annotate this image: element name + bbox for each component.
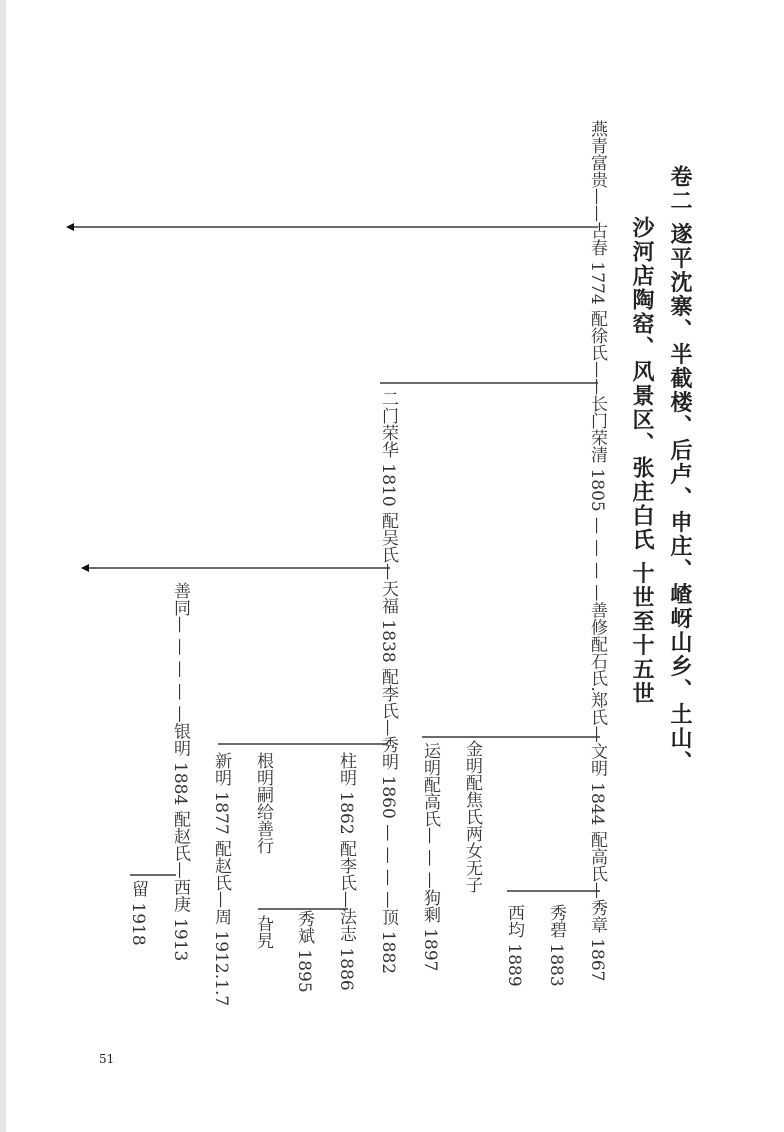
lineage-column-main: 燕青富贵——古春 1774 配徐氏——长门荣清 1805 — — — —善修配石氏.郑氏—文明 1844 配高氏—秀章 1867 <box>587 120 607 982</box>
person-xiubin: 秀斌 1895 <box>294 910 314 993</box>
person-xiubi: 秀碧 1883 <box>546 904 566 987</box>
person-jiwen: 旮旯 <box>253 915 273 949</box>
lineage-column-ronghua: 二门荣华 1810 配吴氏—天福 1838 配李氏—秀明 1860 — — — —顶 1882 <box>378 390 398 975</box>
page-title-line2: 沙河店陶窑、风景区、张庄白氏 十世至十五世 <box>629 216 654 706</box>
person-genming: 根明嗣给善行 <box>253 752 273 854</box>
person-liu: 留 1918 <box>128 880 148 946</box>
person-xijun: 西均 1889 <box>504 904 524 987</box>
person-jinming: 金明配焦氏两女无子 <box>462 740 482 893</box>
arrow-head-tianfu <box>81 564 89 572</box>
lineage-column-xinming: 新明 1877 配赵氏—周 1912.1.7 <box>211 752 231 1007</box>
lineage-column-shantong: 善同— — — — —银明 1884 配赵氏—西庚 1913 <box>170 582 190 962</box>
page-number: 51 <box>99 1052 115 1066</box>
lineage-column-yunming: 运明配高氏— — —狗剩 1897 <box>420 742 440 972</box>
lineage-column-zhuming: 柱明 1862 配李氏—法志 1886 <box>336 752 356 991</box>
arrow-head-top <box>66 223 74 231</box>
page-title-line1: 卷二 遂平沈寨、半截楼、后卢、申庄、嵖岈山乡、土山、 <box>667 165 692 775</box>
